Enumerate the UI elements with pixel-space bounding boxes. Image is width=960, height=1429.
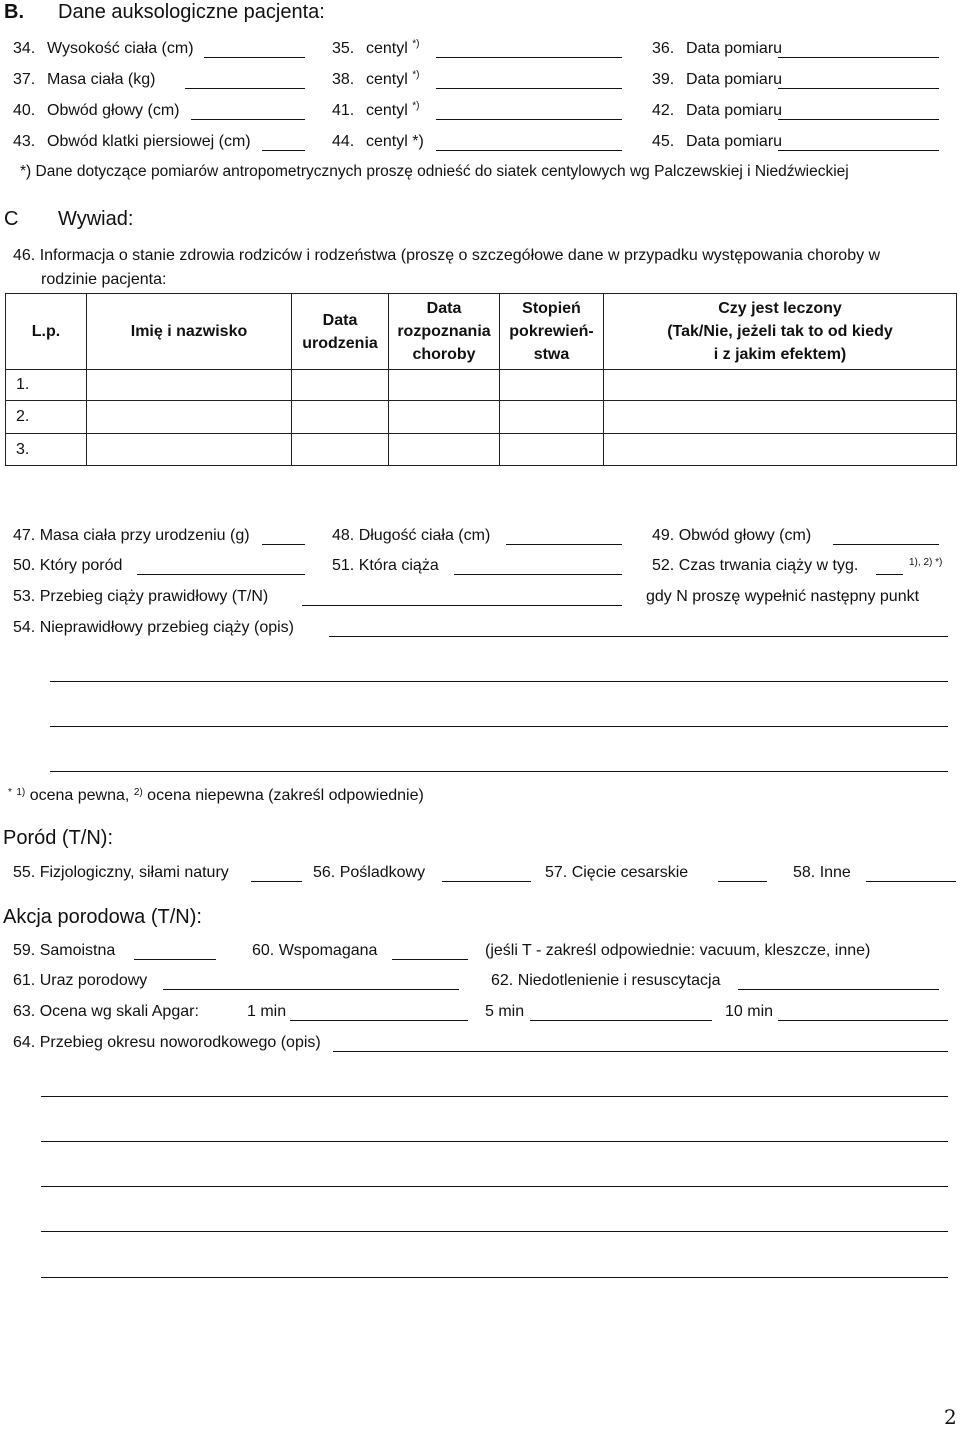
q48-label: 48. Długość ciała (cm)	[332, 527, 491, 544]
q50-label: 50. Który poród	[13, 557, 123, 574]
row-treatment-cell[interactable]	[604, 370, 957, 401]
q45-number: 45.	[652, 133, 675, 150]
q40-answer-line[interactable]	[191, 119, 305, 120]
header-birth-date-line1: Data	[322, 311, 358, 329]
q59-label: 59. Samoistna	[13, 942, 116, 959]
q46-text-line2: rodzinie pacjenta:	[41, 271, 167, 288]
q40-number: 40.	[13, 102, 36, 119]
table-row	[6, 434, 957, 466]
q39-number: 39.	[652, 71, 675, 88]
q45-label: Data pomiaru	[686, 133, 783, 150]
q64-answer-line[interactable]	[333, 1051, 948, 1052]
q64-extra-line-1[interactable]	[41, 1096, 948, 1097]
q54-label: 54. Nieprawidłowy przebieg ciąży (opis)	[13, 619, 295, 636]
q62-answer-line[interactable]	[738, 989, 939, 990]
row-diagnosis-cell[interactable]	[389, 401, 500, 434]
section-c-title: Wywiad:	[58, 208, 134, 230]
row-name-cell[interactable]	[87, 401, 292, 434]
apgar-5min-label: 5 min	[485, 1003, 525, 1020]
section-c-letter: C	[4, 208, 19, 230]
q56-label: 56. Pośladkowy	[313, 864, 426, 881]
q43-label: Obwód klatki piersiowej (cm)	[47, 133, 251, 150]
row-treatment-cell[interactable]	[604, 434, 957, 466]
q34-answer-line[interactable]	[204, 57, 305, 58]
q36-label: Data pomiaru	[686, 40, 783, 57]
row-name-cell[interactable]	[87, 434, 292, 466]
apgar-1min-label: 1 min	[247, 1003, 287, 1020]
q53-label: 53. Przebieg ciąży prawidłowy (T/N)	[13, 588, 269, 605]
q39-label: Data pomiaru	[686, 71, 783, 88]
header-kinship-line1: Stopień	[522, 300, 581, 317]
q51-answer-line[interactable]	[454, 574, 622, 575]
row-kinship-cell[interactable]	[500, 401, 604, 434]
q51-label: 51. Która ciąża	[332, 557, 439, 574]
q37-number: 37.	[13, 71, 36, 88]
q54-extra-line-2[interactable]	[50, 726, 948, 727]
row-treatment-cell[interactable]	[604, 401, 957, 434]
section-c-heading	[4, 208, 134, 230]
q53-hint: gdy N proszę wypełnić następny punkt	[646, 588, 920, 605]
q35-number: 35.	[332, 40, 355, 57]
header-birth-date-line2: urodzenia	[302, 334, 378, 352]
assessment-note	[8, 788, 424, 804]
q40-label: Obwód głowy (cm)	[47, 102, 180, 119]
section-b-footnote: *) Dane dotyczące pomiarów antropometrycznych proszę odnieść do siatek centylowych wg Palczewskiej i Niedźwieckiej	[20, 163, 849, 180]
q54-extra-line-3[interactable]	[50, 771, 948, 772]
q63-label: 63. Ocena wg skali Apgar:	[13, 1003, 199, 1020]
row-birth-cell[interactable]	[292, 401, 389, 434]
table-row	[6, 401, 957, 434]
q36-answer-line[interactable]	[778, 57, 939, 58]
q37-answer-line[interactable]	[185, 88, 305, 89]
q37-label: Masa ciała (kg)	[47, 71, 156, 88]
note-text-1: ocena pewna,	[29, 787, 130, 804]
q39-answer-line[interactable]	[778, 88, 939, 89]
header-diagnosis-line1: Data	[426, 300, 462, 317]
header-treatment-line1: Czy jest leczony	[718, 300, 842, 317]
q43-answer-line[interactable]	[262, 150, 305, 151]
q64-extra-line-3[interactable]	[41, 1186, 948, 1187]
header-kinship-line2: pokrewień-	[509, 323, 594, 340]
akcja-title: Akcja porodowa (T/N):	[3, 906, 202, 928]
row-birth-cell[interactable]	[292, 434, 389, 466]
q44-number: 44.	[332, 133, 355, 150]
q35-answer-line[interactable]	[436, 57, 622, 58]
q38-label-text: centyl	[366, 71, 408, 88]
header-diagnosis-line3: choroby	[412, 346, 476, 363]
q38-label	[366, 69, 420, 88]
q41-number: 41.	[332, 102, 355, 119]
q60-hint: (jeśli T - zakreśl odpowiednie: vacuum, kleszcze, inne)	[485, 942, 871, 959]
row-diagnosis-cell[interactable]	[389, 434, 500, 466]
section-b-heading	[4, 1, 325, 23]
q61-answer-line[interactable]	[163, 989, 459, 990]
q59-answer-line[interactable]	[134, 959, 216, 960]
q41-label	[366, 100, 420, 119]
q47-answer-line[interactable]	[262, 544, 305, 545]
row-name-cell[interactable]	[87, 370, 292, 401]
q64-label: 64. Przebieg okresu noworodkowego (opis)	[13, 1034, 321, 1051]
header-kinship	[500, 294, 604, 370]
q64-extra-line-2[interactable]	[41, 1141, 948, 1142]
row-birth-cell[interactable]	[292, 370, 389, 401]
q35-footnote-mark: *)	[412, 38, 420, 50]
header-diagnosis-line2: rozpoznania	[397, 323, 491, 340]
row-kinship-cell[interactable]	[500, 370, 604, 401]
q49-label: 49. Obwód głowy (cm)	[652, 527, 812, 544]
row-kinship-cell[interactable]	[500, 434, 604, 466]
row-number: 1.	[6, 370, 87, 401]
q48-answer-line[interactable]	[506, 544, 622, 545]
q36-number: 36.	[652, 40, 675, 57]
q43-number: 43.	[13, 133, 36, 150]
header-treatment	[604, 294, 957, 370]
q42-label: Data pomiaru	[686, 102, 783, 119]
q46-text-line1: 46. Informacja o stanie zdrowia rodziców i rodzeństwa (proszę o szczegółowe dane w przypadku występowania choroby w	[13, 247, 881, 264]
q41-footnote-mark: *)	[412, 100, 420, 112]
q62-label: 62. Niedotlenienie i resuscytacja	[491, 972, 721, 989]
table-header-row	[6, 294, 957, 370]
table-row	[6, 370, 957, 401]
note-sup-2: 2)	[133, 787, 143, 798]
note-sup-1: 1)	[16, 787, 26, 798]
q42-number: 42.	[652, 102, 675, 119]
q34-number: 34.	[13, 40, 36, 57]
note-star: *	[8, 787, 12, 798]
section-b-letter: B.	[4, 1, 24, 23]
apgar-10min-label: 10 min	[725, 1003, 774, 1020]
header-birth-date	[292, 294, 389, 370]
q49-answer-line[interactable]	[833, 544, 939, 545]
header-treatment-line3: i z jakim efektem)	[713, 346, 847, 363]
q54-answer-line[interactable]	[329, 636, 948, 637]
q54-extra-line-1[interactable]	[50, 681, 948, 682]
header-kinship-line3: stwa	[533, 346, 570, 363]
q61-label: 61. Uraz porodowy	[13, 972, 148, 989]
q60-label: 60. Wspomagana	[252, 942, 378, 959]
q34-label: Wysokość ciała (cm)	[47, 40, 194, 57]
apgar-1min-line[interactable]	[290, 1020, 468, 1021]
q45-answer-line[interactable]	[778, 150, 939, 151]
q64-extra-line-5[interactable]	[41, 1277, 948, 1278]
q60-answer-line[interactable]	[392, 959, 468, 960]
row-diagnosis-cell[interactable]	[389, 370, 500, 401]
q35-label	[366, 38, 420, 57]
q57-label: 57. Cięcie cesarskie	[545, 864, 689, 881]
q35-label-text: centyl	[366, 40, 408, 57]
q38-footnote-mark: *)	[412, 69, 420, 81]
q55-answer-line[interactable]	[251, 881, 302, 882]
apgar-10min-line[interactable]	[778, 1020, 948, 1021]
q55-label: 55. Fizjologiczny, siłami natury	[13, 864, 229, 881]
q50-answer-line[interactable]	[137, 574, 305, 575]
header-treatment-line2: (Tak/Nie, jeżeli tak to od kiedy	[667, 323, 893, 340]
q56-answer-line[interactable]	[442, 881, 531, 882]
apgar-5min-line[interactable]	[530, 1020, 712, 1021]
q52-answer-line[interactable]	[876, 574, 903, 575]
q52-footnote-mark: 1), 2) *)	[909, 557, 943, 568]
page-number: 2	[944, 1405, 957, 1429]
q41-label-text: centyl	[366, 102, 408, 119]
q57-answer-line[interactable]	[718, 881, 767, 882]
q53-answer-line[interactable]	[302, 605, 622, 606]
q58-label: 58. Inne	[793, 864, 851, 881]
q41-answer-line[interactable]	[436, 119, 622, 120]
section-b-title: Dane auksologiczne pacjenta:	[58, 1, 325, 23]
q44-answer-line[interactable]	[436, 150, 622, 151]
q42-answer-line[interactable]	[778, 119, 939, 120]
header-name: Imię i nazwisko	[87, 294, 292, 370]
q64-extra-line-4[interactable]	[41, 1231, 948, 1232]
q38-number: 38.	[332, 71, 355, 88]
q47-label: 47. Masa ciała przy urodzeniu (g)	[13, 527, 250, 544]
row-number: 2.	[6, 401, 87, 434]
q58-answer-line[interactable]	[866, 881, 956, 882]
row-number: 3.	[6, 434, 87, 466]
q52-label: 52. Czas trwania ciąży w tyg.	[652, 557, 859, 574]
note-text-2: ocena niepewna (zakreśl odpowiednie)	[147, 787, 424, 804]
header-lp: L.p.	[6, 294, 87, 370]
family-history-table	[5, 293, 957, 466]
header-diagnosis-date	[389, 294, 500, 370]
q38-answer-line[interactable]	[436, 88, 622, 89]
porod-title: Poród (T/N):	[3, 827, 114, 849]
q44-label: centyl *)	[366, 133, 424, 150]
